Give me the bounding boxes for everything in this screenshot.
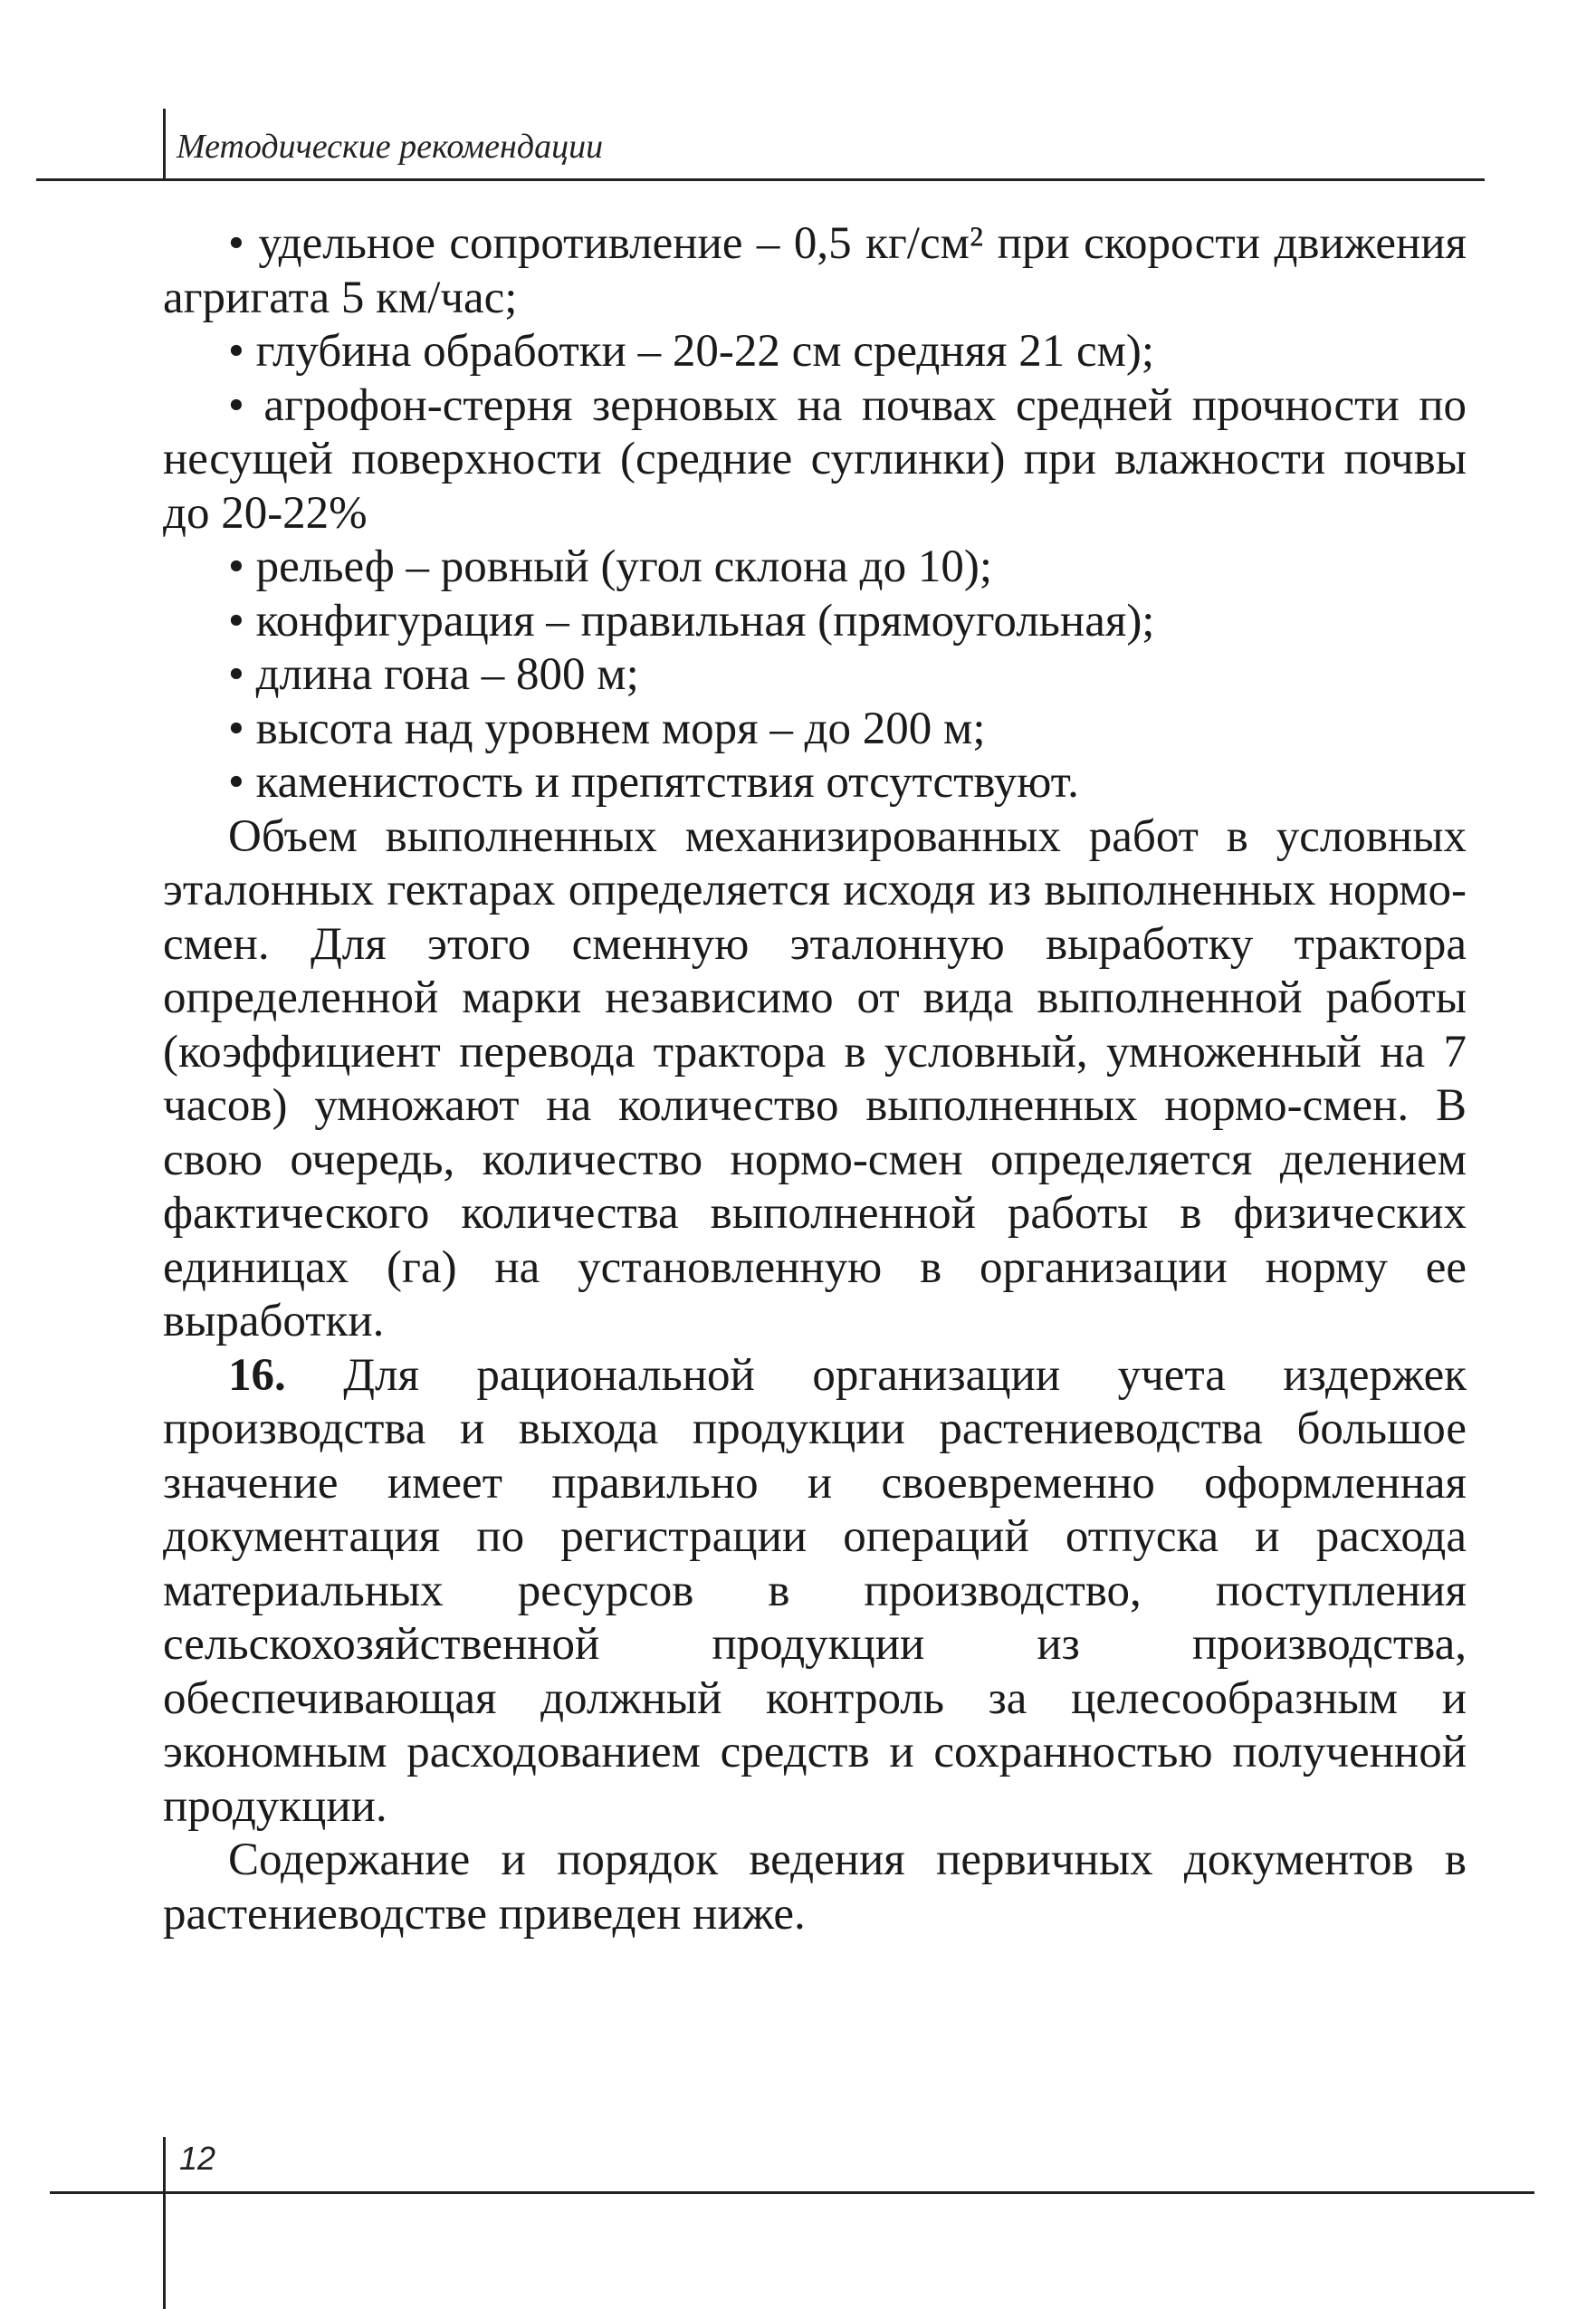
item-16-text: Для рациональной организации учета издержек производства и выхода продукции растениеводства большое значение имеет правильно и своевременно оформленная документация по регистрации операций отпуска и расхода материальных ресурсов в производство, поступления сельскохозяйственной продукции из производства, обеспечивающая должный контроль за целесообразным и экономным расходованием средств и сохранностью полученной продукции.: [163, 1349, 1467, 1832]
header-vertical-rule: [163, 109, 166, 181]
bullet-item-depth: • глубина обработки – 20-22 см средняя 21 см);: [163, 325, 1467, 379]
running-header-title: Методические рекомендации: [177, 128, 604, 166]
paragraph-item-16: [163, 1349, 1467, 1835]
bullet-item-resistance: • удельное сопротивление – 0,5 кг/см² при скорости движения агригата 5 км/час;: [163, 217, 1467, 325]
body-text: [163, 217, 1467, 1941]
header-horizontal-rule: [36, 178, 1485, 181]
item-16-number: 16.: [228, 1349, 286, 1401]
bullet-item-stones: • каменистость и препятствия отсутствуют.: [163, 756, 1467, 810]
bullet-item-agrofon: • агрофон-стерня зерновых на почвах средней прочности по несущей поверхности (средние суглинки) при влажности почвы до 20-22%: [163, 379, 1467, 541]
footer-vertical-rule: [163, 2137, 166, 2309]
bullet-item-configuration: • конфигурация – правильная (прямоугольная);: [163, 595, 1467, 649]
paragraph-volume: Объем выполненных механизированных работ в условных эталонных гектарах определяется исходя из выполненных нормо-смен. Для этого сменную эталонную выработку трактора определенной марки независимо от вида выполненной работы (коэффициент перевода трактора в условный, умноженный на 7 часов) умножают на количество выполненных нормо-смен. В свою очередь, количество нормо-смен определяется делением фактического количества выполненной работы в физических единицах (га) на установленную в организации норму ее выработки.: [163, 810, 1467, 1346]
page-number: 12: [179, 2140, 216, 2177]
footer-horizontal-rule: [50, 2191, 1534, 2194]
bullet-item-length: • длина гона – 800 м;: [163, 648, 1467, 703]
bullet-item-altitude: • высота над уровнем моря – до 200 м;: [163, 703, 1467, 757]
paragraph-final: Содержание и порядок ведения первичных документов в растениеводстве приведен ниже.: [163, 1835, 1467, 1940]
bullet-item-relief: • рельеф – ровный (угол склона до 10);: [163, 541, 1467, 595]
